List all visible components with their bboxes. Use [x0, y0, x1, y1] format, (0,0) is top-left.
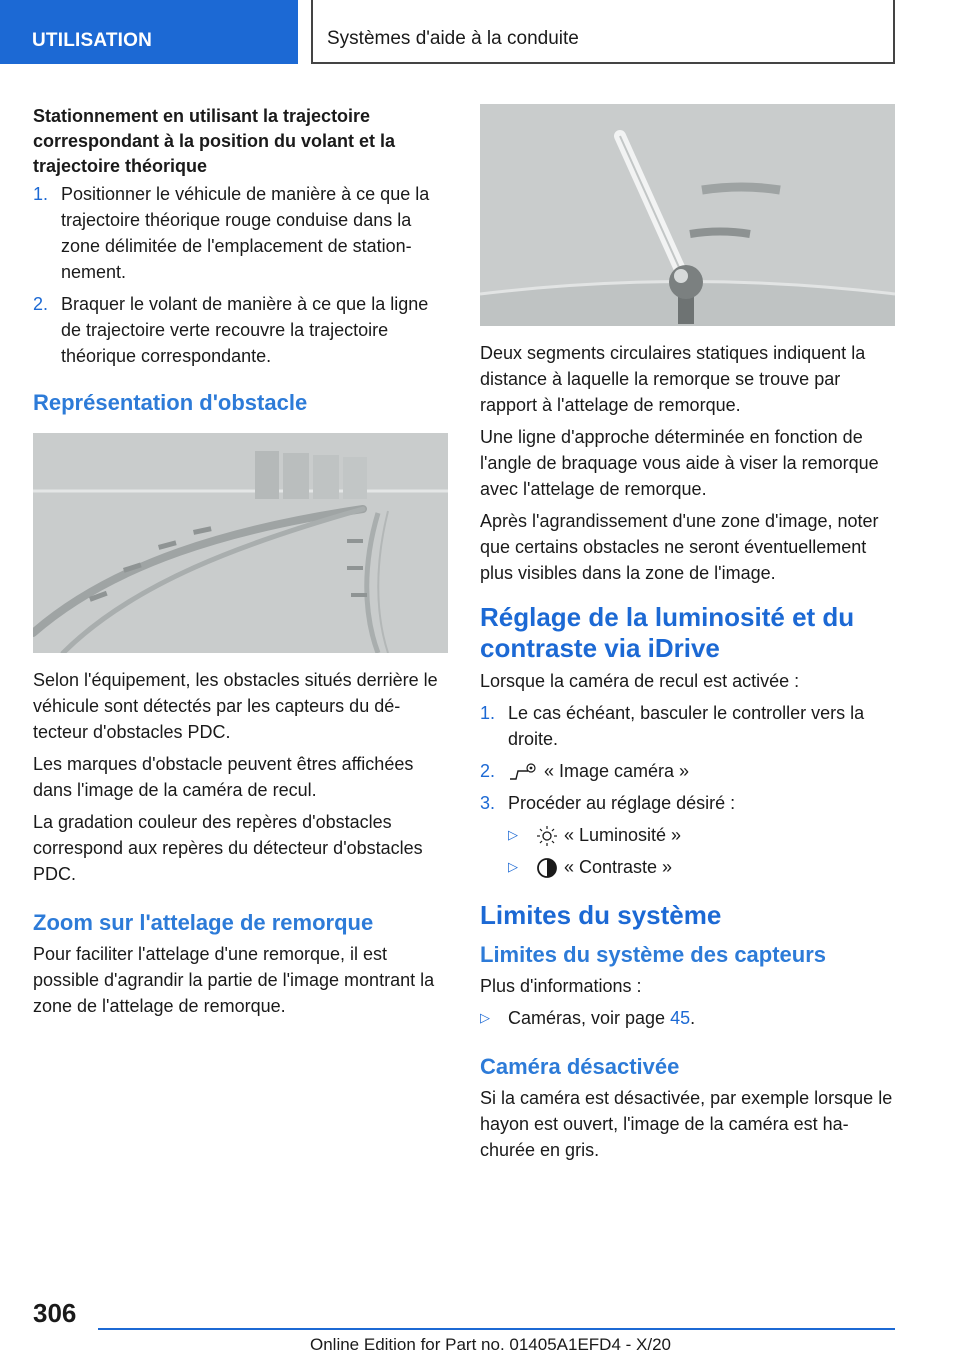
section-title: Systèmes d'aide à la conduite: [311, 0, 895, 64]
bullet-mark: ▷: [480, 1010, 490, 1025]
limits-heading: Limites du système: [480, 900, 722, 930]
bullet-text-wrap: [508, 1005, 695, 1031]
list-item: [480, 790, 895, 816]
step-number: 3.: [480, 793, 496, 813]
list-item: [480, 700, 895, 752]
step-number: 2.: [33, 294, 49, 314]
trailer-hitch-camera-image: [480, 104, 895, 326]
paragraph: Pour faciliter l'attelage d'une remorque, il est possible d'agrandir la partie de l'image montrant la zone de l'attelage de remorque.: [33, 944, 435, 1016]
paragraph: Si la caméra est désactivée, par exemple lorsque le hayon est ouvert, l'image de la caméra est hachurée en gris.: [480, 1088, 893, 1160]
list-item: [33, 181, 448, 285]
step-text: Procéder au réglage désiré :: [508, 793, 736, 813]
bullet-text-wrap: [536, 854, 672, 880]
list-item: [480, 758, 895, 784]
obstacle-heading: Représentation d'obstacle: [33, 390, 308, 415]
step-number: 2.: [480, 761, 496, 781]
step-text-wrap: [508, 758, 895, 784]
sensor-limits-heading: Limites du système des capteurs: [480, 942, 827, 967]
list-item: [33, 291, 448, 369]
footer-divider: [98, 1328, 895, 1330]
camera-settings-icon: [508, 761, 538, 783]
paragraph: La gradation couleur des repères d'obstacles correspond aux repères du détecteur d'obstacles PDC.: [33, 812, 423, 884]
list-item: [480, 1005, 895, 1031]
disabled-heading: Caméra désactivée: [480, 1054, 680, 1079]
step-number: 1.: [33, 184, 49, 204]
bullet-mark: ▷: [508, 859, 518, 874]
parking-heading: Stationnement en utilisant la trajectoire correspondant à la position du volant et la trajectoire théorique: [33, 106, 396, 176]
bullet-suffix: .: [690, 1008, 696, 1028]
paragraph: Les marques d'obstacle peuvent êtres affichées dans l'image de la caméra de recul.: [33, 754, 414, 800]
bullet-mark: ▷: [508, 827, 518, 842]
list-item: [508, 822, 895, 848]
left-column: [33, 104, 448, 1025]
paragraph: Deux segments circulaires statiques indiquent la distance à laquelle la remorque se trouve par rapport à l'attelage de remorque.: [480, 343, 866, 415]
zoom-heading: Zoom sur l'attelage de remorque: [33, 910, 374, 935]
bullet-text-wrap: [536, 822, 681, 848]
list-item: [508, 854, 895, 880]
chapter-tab[interactable]: UTILISATION: [0, 0, 298, 64]
paragraph: Après l'agrandissement d'une zone d'image, noter que certains obstacles ne seront éventuellement plus visibles dans la zone de l'image.: [480, 511, 879, 583]
brightness-heading: Réglage de la luminosité et du contraste via iDrive: [480, 602, 855, 663]
bullet-text: Caméras, voir page: [508, 1008, 671, 1028]
step-text: « Image caméra »: [544, 761, 690, 781]
step-number: 1.: [480, 703, 496, 723]
bullet-text: « Luminosité »: [564, 825, 682, 845]
paragraph: Selon l'équipement, les obstacles situés derrière le véhicule sont détectés par les capteurs du détecteur d'obstacles PDC.: [33, 670, 438, 742]
contrast-icon: [536, 857, 558, 879]
obstacle-camera-image: [33, 433, 448, 653]
page-header: [0, 0, 960, 66]
paragraph: Lorsque la caméra de recul est activée :: [480, 671, 800, 691]
step-text: Le cas échéant, basculer le controller vers la droite.: [508, 703, 865, 749]
page-link[interactable]: 45: [670, 1008, 691, 1028]
bullet-text: « Contraste »: [564, 857, 673, 877]
brightness-icon: [536, 825, 558, 847]
paragraph: Plus d'informations :: [480, 976, 642, 996]
right-column: [480, 104, 895, 1169]
edition-text: Online Edition for Part no. 01405A1EFD4 - X/20: [310, 1335, 671, 1354]
step-text: Positionner le véhicule de manière à ce que la trajectoire théorique rouge conduise dans la zone délimitée de l'emplacement de stationnement.: [61, 184, 430, 282]
step-text: Braquer le volant de manière à ce que la ligne de trajectoire verte recouvre la trajectoire théorique correspondante.: [61, 294, 429, 366]
paragraph: Une ligne d'approche déterminée en fonction de l'angle de braquage vous aide à viser la remorque avec l'attelage de remorque.: [480, 427, 879, 499]
page-number: 306: [33, 1298, 77, 1328]
